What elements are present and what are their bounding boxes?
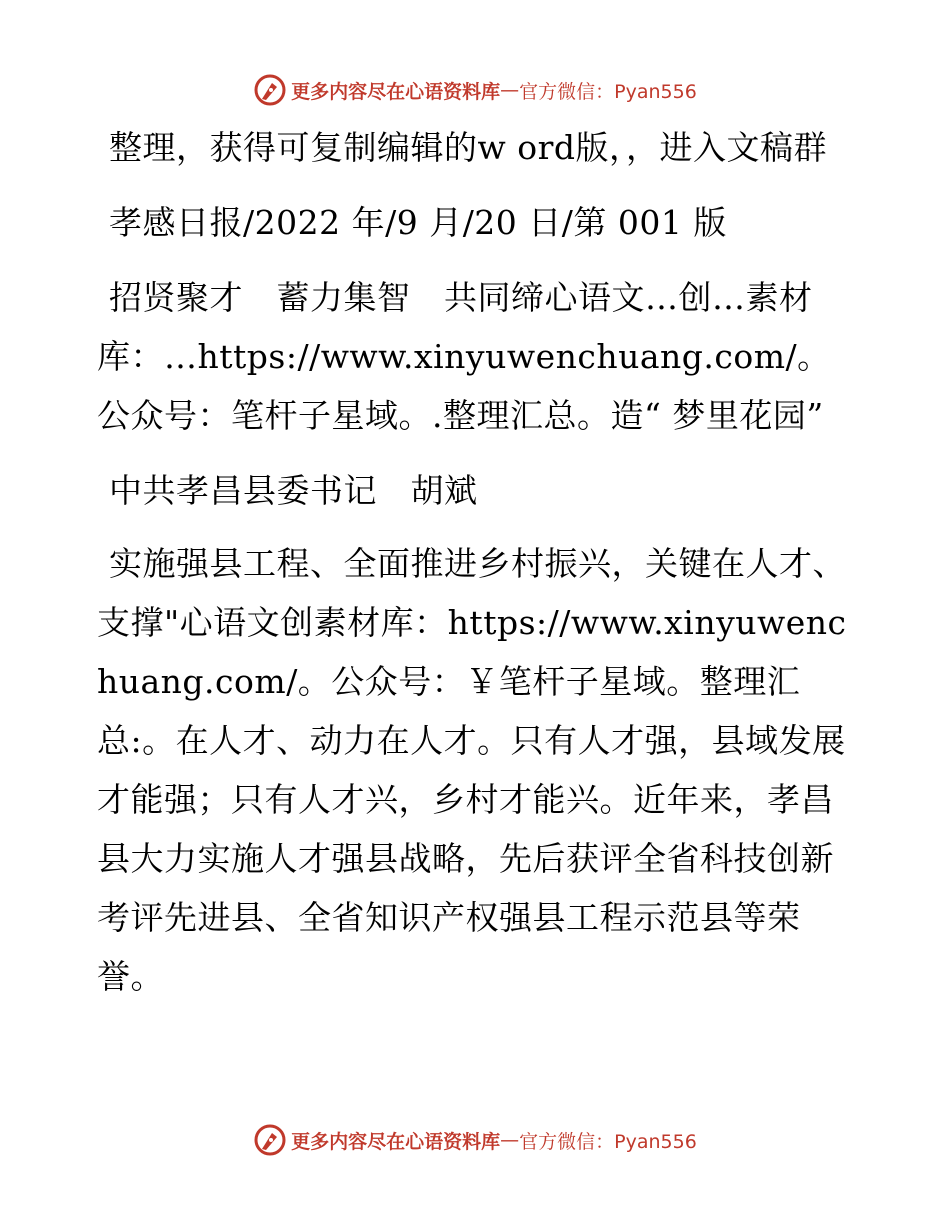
banner-dash: — [500,1129,520,1151]
banner-contact: 官方微信：Pyan556 [519,80,697,103]
pen-nib-logo-icon [253,1123,287,1157]
paragraph-headline: 招贤聚才 蓄力集智 共同缔心语文…创…素材库：…https://www.xinyuwenchuang.com/。公众号：笔杆子星域。.整理汇总。造“ 梦里花园” [97,278,831,435]
header-banner [0,70,950,110]
pen-nib-logo-icon [253,73,287,107]
paragraph-source: 孝感日报/2022 年/9 月/20 日/第 001 版 [109,203,727,242]
footer-banner [0,1120,950,1160]
paragraph-body: 实施强县工程、全面推进乡村振兴，关键在人才、支撑"心语文创素材库：https://www.xinyuwenchuang.com/。公众号：￥笔杆子星域。整理汇总:。在人才、动力在人才。只有人才强，县域发展才能强；只有人才兴，乡村才能兴。近年来，孝昌县大力实施人才强县战略，先后获评全省科技创新考评先进县、全省知识产权强县工程示范县等荣誉。 [97,544,847,996]
paragraph-intro: 整理，获得可复制编辑的w ord版，，进入文稿群 [109,128,828,167]
banner-dash: — [500,79,520,101]
banner-title: 更多内容尽在心语资料库 [291,80,501,103]
paragraph-author: 中共孝昌县委书记 胡斌 [109,471,478,510]
document-body [97,118,852,1022]
banner-contact: 官方微信：Pyan556 [519,1130,697,1153]
banner-title: 更多内容尽在心语资料库 [291,1130,501,1153]
